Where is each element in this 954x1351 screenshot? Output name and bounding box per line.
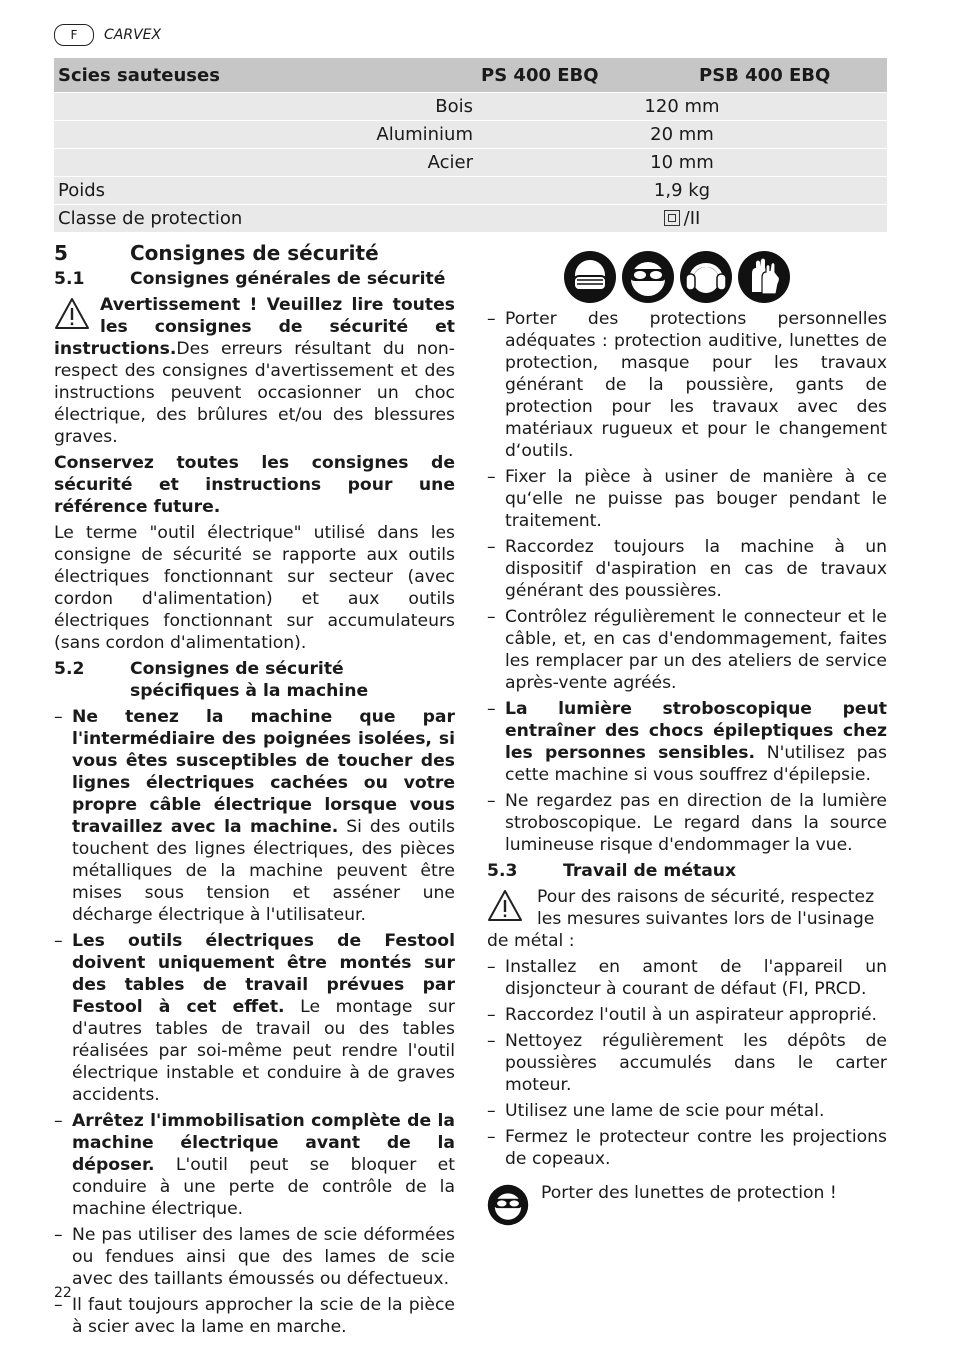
ear-protection-icon [679, 250, 733, 304]
item-text: Le montage sur d'autres tables de travail ou des tables réalisées par soi-même peut rendre l'outil électrique instable et conduire à de graves accidents. [72, 997, 455, 1105]
table-row [54, 177, 887, 205]
row-label: Aluminium [54, 121, 477, 149]
item-text: Il faut toujours approcher la scie de la pièce à scier avec la lame en marche. [72, 1295, 455, 1337]
warning-icon [487, 888, 523, 924]
list-item [54, 1110, 455, 1220]
list-item [54, 930, 455, 1106]
protection-class-icon [664, 210, 680, 226]
list-item: – Raccordez l'outil à un aspirateur approprié. [487, 1004, 887, 1026]
list-item: – Nettoyez régulièrement les dépôts de poussières accumulés dans le carter moteur. [487, 1030, 887, 1096]
ppe-icons [467, 250, 887, 304]
row-value: 20 mm [477, 121, 887, 149]
subsection-number: 5.2 [54, 659, 85, 679]
item-text: N'utilisez pas cette machine si vous souffrez d'épilepsie. [505, 743, 888, 785]
language-badge: F [54, 24, 94, 46]
keep-instructions-text: Conservez toutes les consignes de sécurité et instructions pour une référence future. [54, 453, 455, 517]
list-item [54, 1224, 455, 1290]
list-item: – Utilisez une lame de scie pour métal. [487, 1100, 887, 1122]
section-5-1-heading [54, 268, 455, 290]
item-text: Fixer la pièce à usiner de manière à ce qu‘elle ne puisse pas bouger pendant le traitement. [505, 467, 887, 531]
goggles-note-text: Porter des lunettes de protection ! [541, 1183, 837, 1203]
list-item [487, 698, 887, 786]
item-text: Raccordez toujours la machine à un dispositif d'aspiration en cas de travaux générant des poussières. [505, 537, 887, 601]
section-number: 5 [54, 241, 68, 265]
page-header [54, 24, 161, 46]
warning-icon [54, 296, 90, 332]
list-item [54, 1294, 455, 1338]
row-label: Bois [54, 93, 477, 121]
section-title: Consignes de sécurité [130, 241, 379, 265]
list-item [487, 790, 887, 856]
item-text: Si des outils touchent des lignes électriques, des pièces métalliques de la machine peuvent être mises sous tension et asséner une décharge électrique à l'utilisateur. [72, 817, 455, 925]
table-header-psb400: PSB 400 EBQ [695, 58, 887, 93]
machine-safety-list [54, 706, 455, 1338]
table-row [54, 121, 887, 149]
list-item [487, 606, 887, 694]
warning-text: Des erreurs résultant du non-respect des consignes d'avertissement et des instructions peuvent occasionner un choc électrique, des brûlures et/ou des blessures graves. [54, 339, 455, 447]
item-bold: La lumière stroboscopique peut entraîner des chocs épileptiques chez les personnes sensibles. [505, 699, 887, 763]
spec-table [54, 58, 887, 232]
item-bold: Les outils électriques de Festool doivent uniquement être montés sur des tables de travail prévues par Festool à cet effet. [72, 931, 455, 1017]
brand-name: CARVEX [104, 27, 162, 43]
gloves-icon [737, 250, 791, 304]
general-warning [54, 294, 455, 448]
item-text: Ne regardez pas en direction de la lumière stroboscopique. Le regard dans la source lumineuse risque d'endommager la vue. [505, 791, 887, 855]
metal-warning [487, 886, 887, 952]
item-text: Ne pas utiliser des lames de scie déformées ou fendues ainsi que des lames de scie avec des taillants émoussés ou défectueux. [72, 1225, 455, 1289]
metal-work-list [487, 956, 887, 1170]
subsection-title: Consignes de sécurité spécifiques à la machine [130, 659, 369, 701]
list-item [487, 466, 887, 532]
row-label: Classe de protection [54, 205, 477, 233]
page-number: 22 [54, 1285, 72, 1301]
list-item [487, 536, 887, 602]
term-definition-text: Le terme "outil électrique" utilisé dans les consigne de sécurité se rapporte aux outils électriques fonctionnant sur secteur (avec cordon d'alimentation) et aux outils électriques fonctionnant sur accumulateurs (sans cordon d'alimentation). [54, 523, 455, 653]
section-5-3-heading [487, 860, 887, 882]
list-item: – Installez en amont de l'appareil un disjoncteur à courant de défaut (FI, PRCD. [487, 956, 887, 1000]
subsection-number: 5.3 [487, 861, 518, 881]
warning-bold-text: Avertissement ! Veuillez lire toutes les consignes de sécurité et instructions. [54, 295, 455, 359]
row-label: Acier [54, 149, 477, 177]
item-text: Porter des protections personnelles adéquates : protection auditive, lunettes de protection, masque pour les travaux générant de la poussière, gants de protection pour les travaux avec des matériaux rugueux et pour le changement d‘outils. [505, 309, 887, 461]
row-label: Poids [54, 177, 477, 205]
list-item: – Fermez le protecteur contre les projections de copeaux. [487, 1126, 887, 1170]
row-value: 10 mm [477, 149, 887, 177]
section-5-2-heading [54, 658, 455, 702]
dust-mask-icon [563, 250, 617, 304]
protection-class-text: /II [683, 208, 701, 229]
row-value-protection-class [477, 205, 887, 233]
item-bold: Arrêtez l'immobilisation complète de la machine électrique avant de la déposer. [72, 1111, 455, 1175]
item-text: Contrôlez régulièrement le connecteur et le câble, et, en cas d'endommagement, faites les remplacer par un des ateliers de service après-vente agréés. [505, 607, 887, 693]
row-value: 120 mm [477, 93, 887, 121]
subsection-title: Consignes générales de sécurité [130, 269, 446, 289]
table-row [54, 93, 887, 121]
table-header-product: Scies sauteuses [54, 58, 477, 93]
left-column [54, 242, 455, 1342]
list-item [487, 308, 887, 462]
table-row [54, 149, 887, 177]
subsection-number: 5.1 [54, 269, 85, 289]
table-header-ps400: PS 400 EBQ [477, 58, 695, 93]
personal-safety-list [487, 308, 887, 856]
row-value: 1,9 kg [477, 177, 887, 205]
goggles-note [487, 1182, 887, 1226]
item-text: L'outil peut se bloquer et conduire à une perte de contrôle de la machine électrique. [72, 1155, 455, 1219]
item-bold: Ne tenez la machine que par l'intermédiaire des poignées isolées, si vous êtes susceptibles de toucher des lignes électriques cachées ou votre propre câble électrique lorsque vous travaillez avec la machine. [72, 707, 455, 837]
list-item [54, 706, 455, 926]
section-5-heading [54, 242, 455, 264]
safety-goggles-icon [621, 250, 675, 304]
right-column [487, 250, 887, 1226]
safety-goggles-icon [487, 1184, 529, 1226]
subsection-title: Travail de métaux [563, 861, 737, 881]
table-row [54, 205, 887, 233]
metal-intro-text: Pour des raisons de sécurité, respectez les mesures suivantes lors de l'usinage de métal : [487, 887, 875, 951]
table-header-row [54, 58, 887, 93]
